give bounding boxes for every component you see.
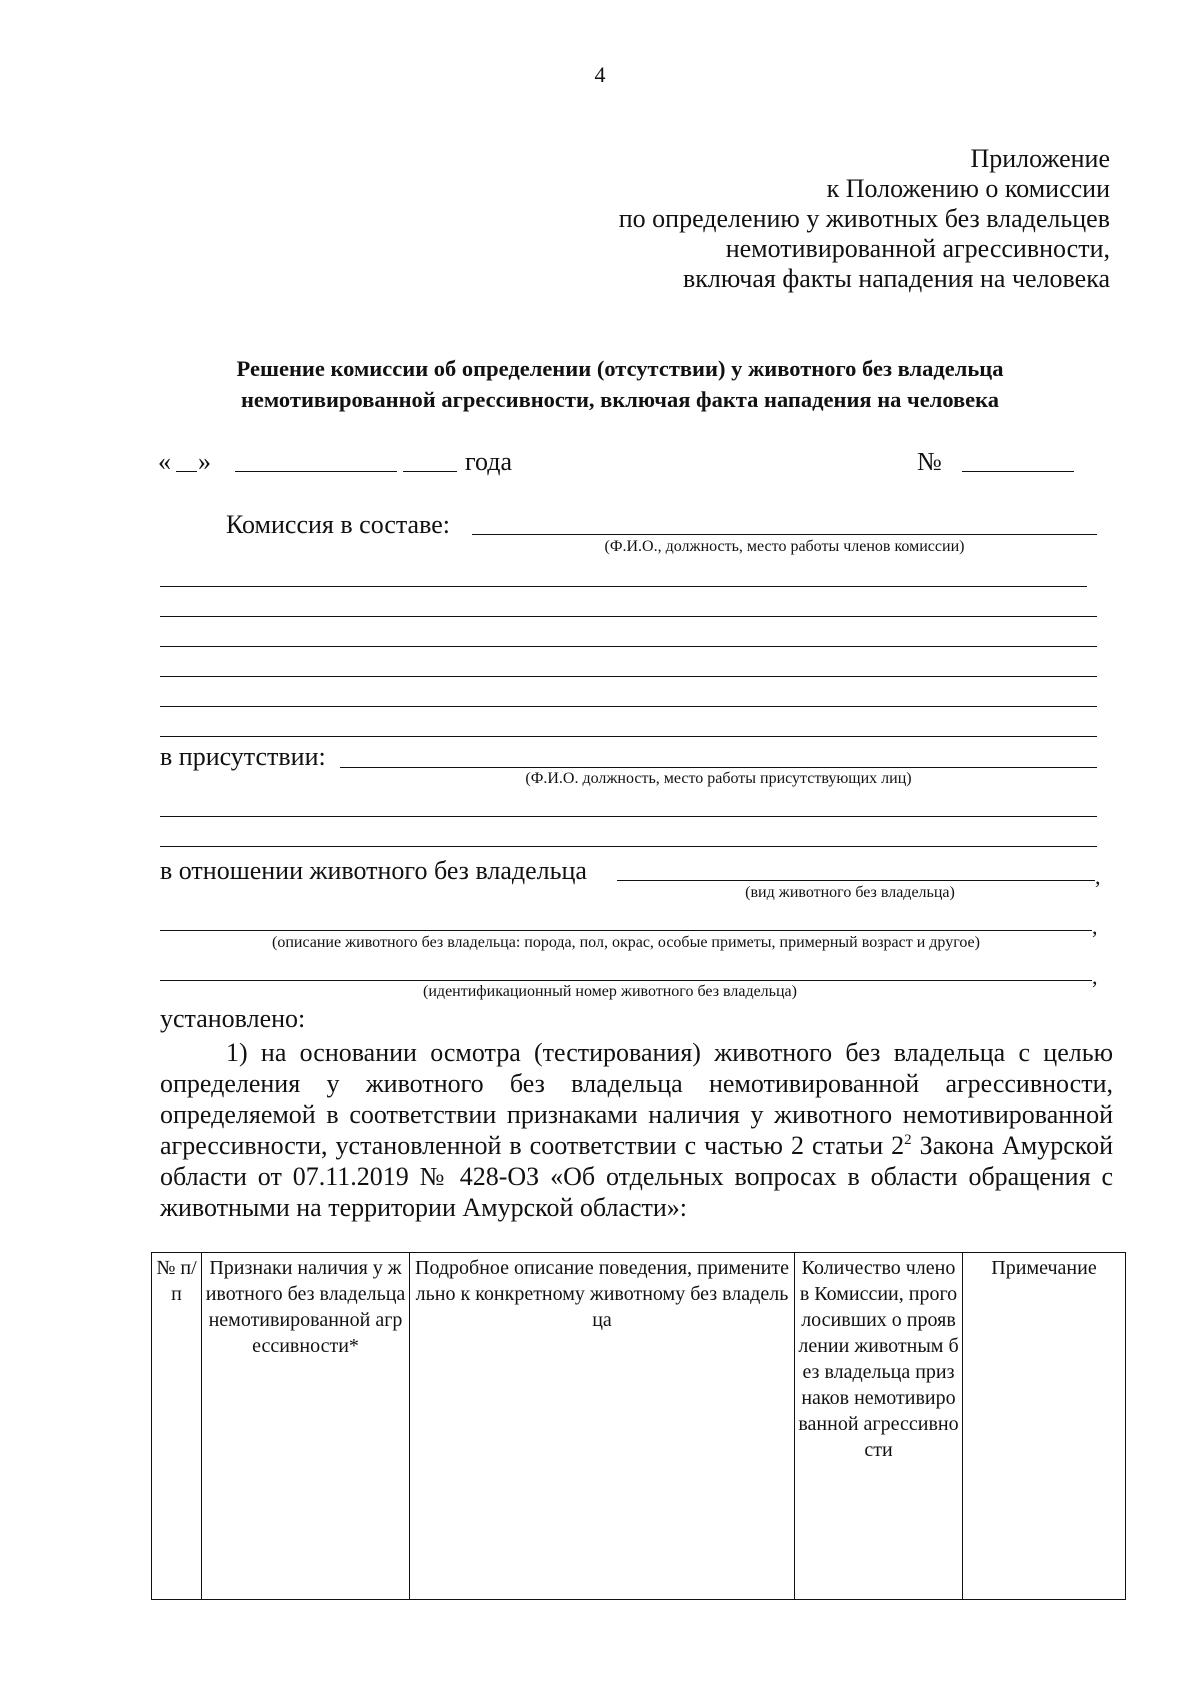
table-header-cell: № п/п	[152, 1253, 202, 1600]
appendix-line: немотивированной агрессивности,	[725, 234, 1110, 263]
presence-line[interactable]	[160, 816, 1097, 817]
table-header-cell: Подробное описание поведения, применительно к конкретному животному без владельца	[410, 1253, 795, 1600]
appendix-line: по определению у животных без владельцев	[618, 204, 1110, 233]
item-1-paragraph	[160, 1037, 1113, 1223]
decision-number-blank[interactable]	[962, 471, 1074, 472]
animal-description-caption: (описание животного без владельца: порода, пол, окрас, особые приметы, примерный возраст и другое)	[272, 934, 980, 951]
commission-members-blank[interactable]	[472, 534, 1097, 535]
presence-caption: (Ф.И.О. должность, место работы присутствующих лиц)	[525, 770, 912, 787]
animal-description-comma: ,	[1092, 914, 1098, 939]
item-1-superscript: 2	[904, 1132, 912, 1148]
table-header-cell: Количество членов Комиссии, проголосивших о проявлении животным без владельца признаков немотивированной агрессивности	[795, 1253, 963, 1600]
document-title-line: Решение комиссии об определении (отсутствии) у животного без владельца	[236, 356, 1004, 381]
presence-blank[interactable]	[340, 767, 1097, 768]
commission-line[interactable]	[160, 736, 1097, 737]
date-quote-open: «	[158, 447, 171, 476]
document-title-line: немотивированной агрессивности, включая факта нападения на человека	[240, 387, 1000, 412]
animal-kind-comma: ,	[1095, 864, 1101, 889]
animal-id-caption: (идентификационный номер животного без владельца)	[423, 983, 797, 1000]
page-number: 4	[594, 62, 606, 87]
table-header-row	[152, 1253, 1126, 1600]
appendix-line: Приложение	[970, 144, 1110, 173]
commission-line[interactable]	[160, 646, 1097, 647]
commission-label: Комиссия в составе:	[226, 510, 450, 539]
item-1-text: 1) на основании осмотра (тестирования) животного без владельца с целью определения у животного без владельца немотивированной агрессивности, определяемой в соответствии признаками наличия у животного немотивированной агрессивности, установленной в соответствии с частью 2 статьи 2	[160, 1038, 1113, 1160]
date-year-word: года	[465, 447, 513, 476]
date-month-blank[interactable]	[235, 471, 397, 472]
table-header-cell: Признаки наличия у животного без владельца немотивированной агрессивности*	[202, 1253, 410, 1600]
item-1-text-continued: Закона Амурской области от 07.11.2019 № 428-ОЗ «Об отдельных вопросах в области обращения с животными на территории Амурской области»:	[160, 1131, 1114, 1222]
number-sign: №	[917, 447, 942, 476]
animal-description-blank[interactable]	[160, 930, 1092, 931]
presence-label: в присутствии:	[160, 742, 326, 771]
document-title	[130, 353, 1110, 415]
date-day-blank[interactable]	[176, 471, 197, 472]
appendix-header	[410, 144, 1110, 294]
commission-line[interactable]	[160, 616, 1097, 617]
animal-label: в отношении животного без владельца	[160, 856, 587, 885]
animal-id-blank[interactable]	[160, 980, 1092, 981]
commission-line[interactable]	[160, 586, 1087, 587]
animal-id-comma: ,	[1092, 964, 1098, 989]
date-year-blank[interactable]	[403, 471, 457, 472]
commission-line[interactable]	[160, 676, 1097, 677]
animal-kind-blank[interactable]	[617, 880, 1095, 881]
table-header-cell: Примечание	[963, 1253, 1126, 1600]
commission-caption: (Ф.И.О., должность, место работы членов комиссии)	[604, 538, 965, 555]
decision-table	[151, 1252, 1126, 1600]
date-quote-close: »	[198, 447, 211, 476]
animal-kind-caption: (вид животного без владельца)	[745, 884, 955, 901]
appendix-line: к Положению о комиссии	[826, 174, 1110, 203]
established-label: установлено:	[160, 1004, 306, 1033]
presence-line[interactable]	[160, 846, 1097, 847]
commission-line[interactable]	[160, 706, 1097, 707]
appendix-line: включая факты нападения на человека	[682, 264, 1110, 293]
